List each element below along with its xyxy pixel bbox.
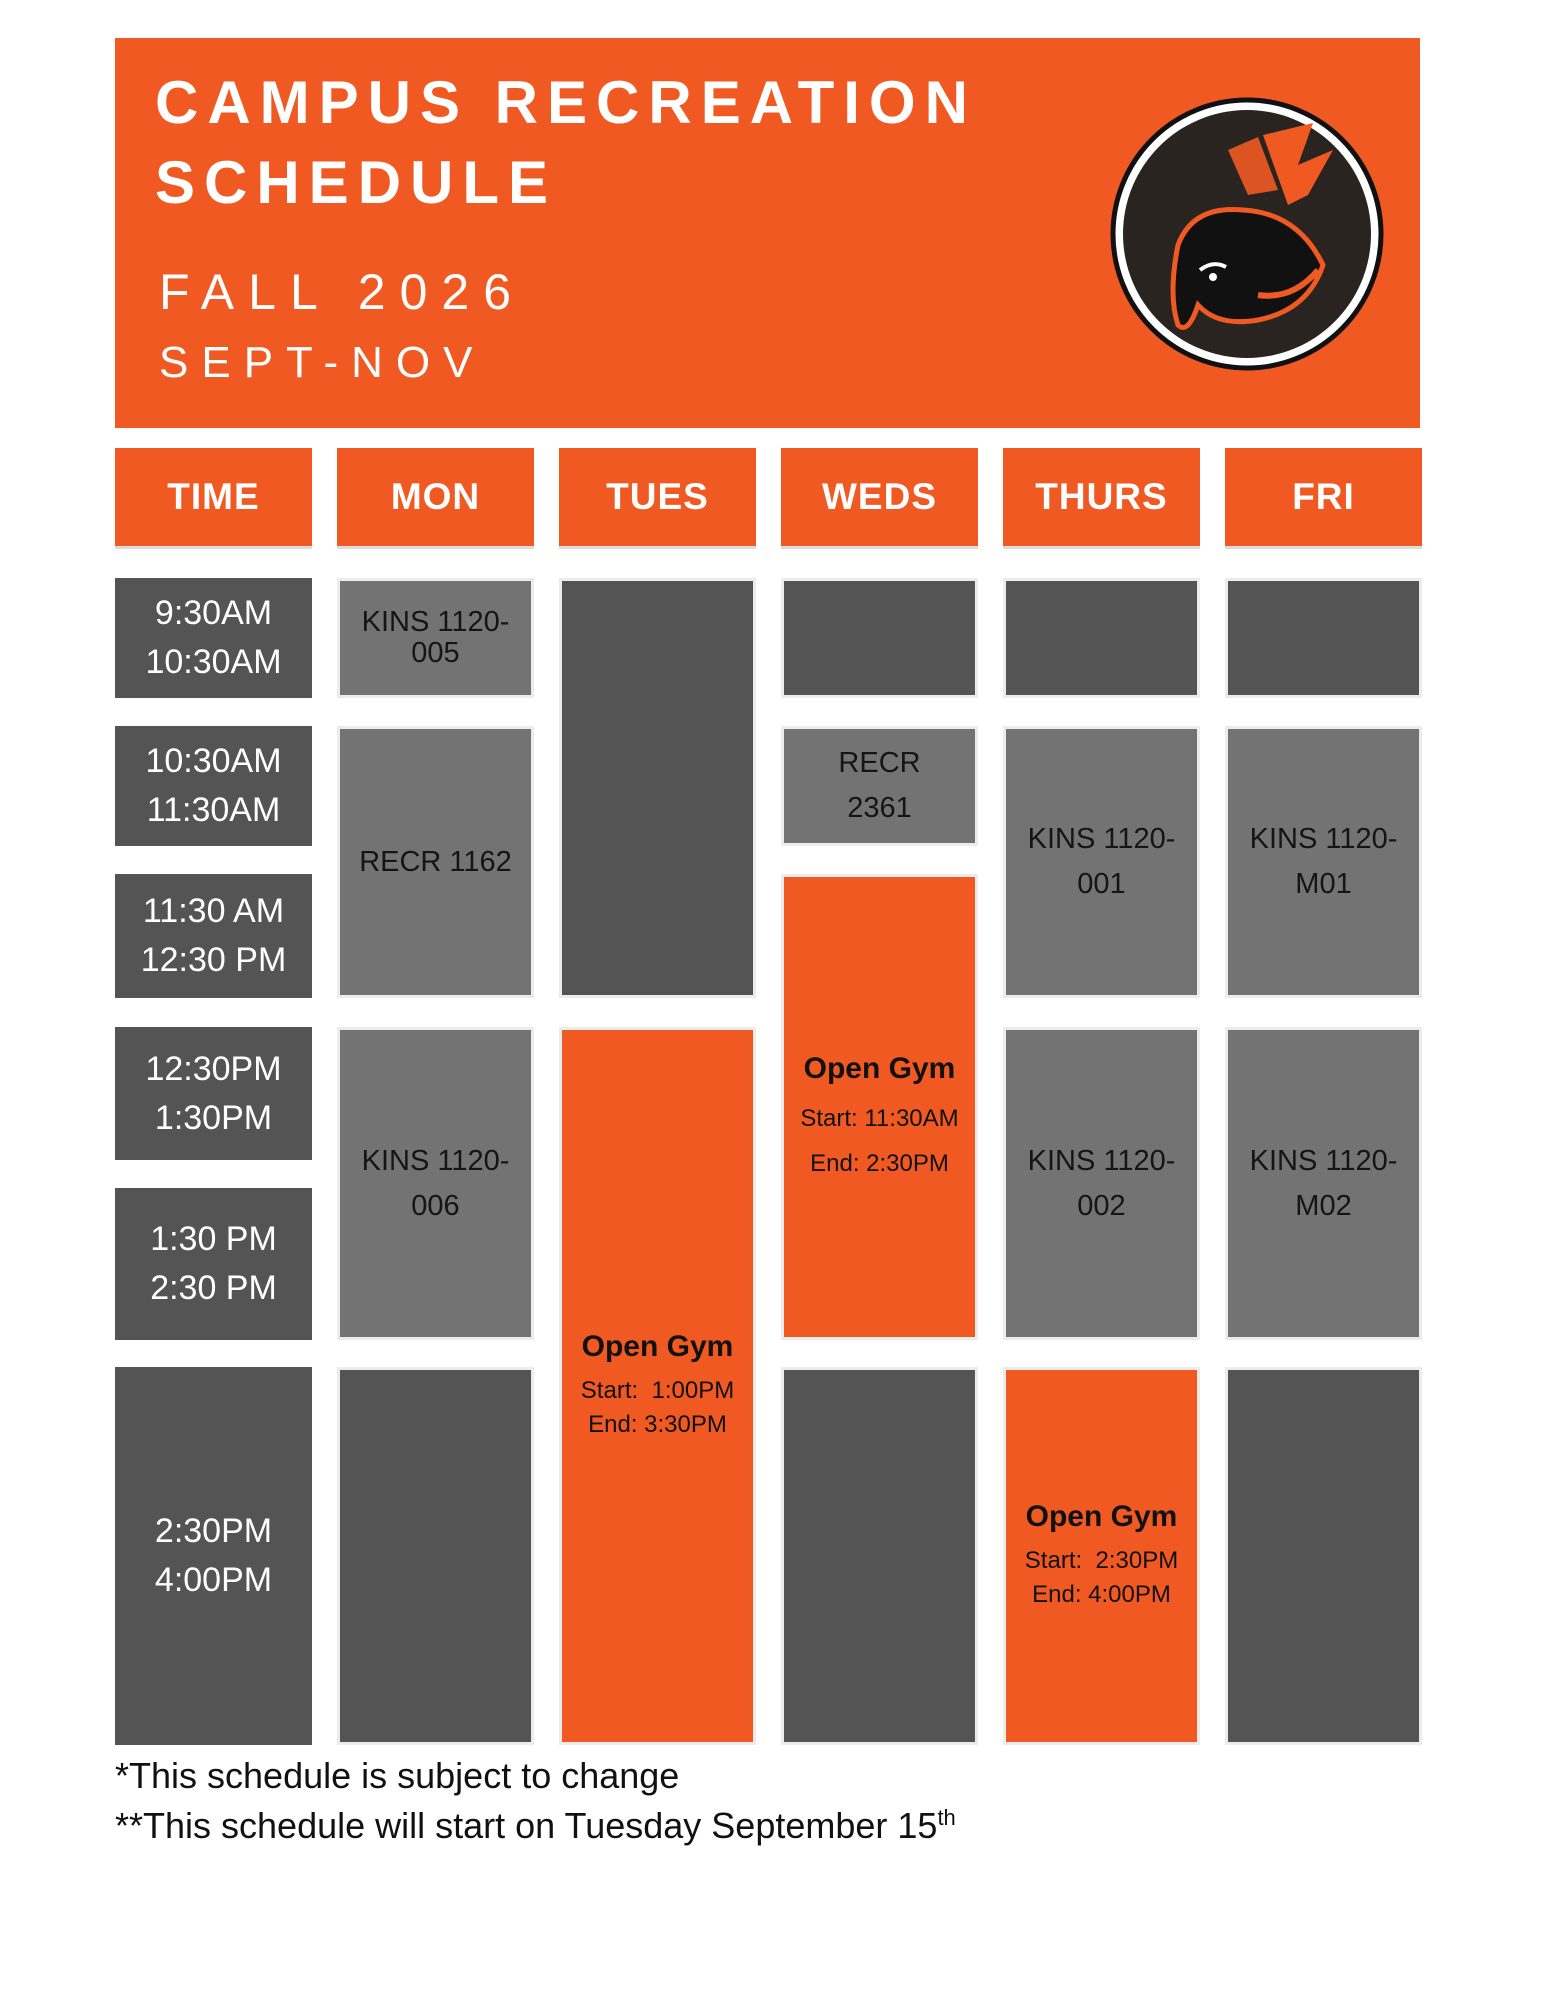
time-slot [115, 1367, 312, 1745]
open-gym-end: End: 4:00PM [1032, 1581, 1171, 1608]
open-gym-block [1003, 1367, 1200, 1745]
empty-block [781, 1367, 978, 1745]
empty-block [781, 578, 978, 698]
time-slot [115, 1027, 312, 1160]
column-header-weds: WEDS [781, 448, 978, 549]
class-section: 2361 [847, 792, 912, 824]
open-gym-start: Start: 1:00PM [580, 1377, 735, 1404]
months-label: SEPT-NOV [159, 338, 486, 387]
column-header-mon: MON [337, 448, 534, 549]
class-section: 002 [1077, 1189, 1126, 1222]
time-end: 11:30AM [146, 791, 281, 829]
class-block [1225, 726, 1422, 998]
time-end: 1:30PM [154, 1098, 273, 1137]
open-gym-block [559, 1027, 756, 1745]
time-slot [115, 726, 312, 846]
time-slot [115, 1188, 312, 1340]
time-end: 10:30AM [145, 643, 282, 681]
time-start: 11:30 AM [142, 892, 285, 930]
empty-block [1003, 578, 1200, 698]
open-gym-title: Open Gym [1025, 1500, 1178, 1533]
footnote-subject-to-change: *This schedule is subject to change [115, 1755, 680, 1796]
header-banner [115, 38, 1420, 428]
class-code: KINS 1120- [361, 1144, 510, 1177]
class-section: 001 [1077, 868, 1126, 900]
class-code: KINS 1120- [1249, 823, 1398, 855]
class-code: KINS 1120- [1249, 1144, 1398, 1177]
time-start: 9:30AM [154, 594, 273, 632]
time-start: 2:30PM [154, 1512, 273, 1550]
time-end: 2:30 PM [150, 1269, 277, 1307]
page-title-line-1: CAMPUS RECREATION [155, 69, 977, 136]
column-header-tues: TUES [559, 448, 756, 549]
class-code: RECR 1162 [359, 845, 512, 878]
footnote-start-date [115, 1805, 956, 1847]
empty-block [337, 1367, 534, 1745]
footnote-start-date-text: **This schedule will start on Tuesday September 15 [115, 1805, 938, 1846]
open-gym-block [781, 874, 978, 1340]
class-block [337, 726, 534, 998]
class-section: M01 [1295, 868, 1352, 900]
open-gym-start: Start: 11:30AM [800, 1105, 959, 1132]
class-block [781, 726, 978, 846]
class-block [1003, 1027, 1200, 1340]
class-section: 005 [411, 637, 460, 669]
class-section: 006 [411, 1189, 460, 1222]
time-start: 10:30AM [145, 742, 282, 780]
open-gym-end: End: 2:30PM [810, 1150, 949, 1177]
column-header-fri: FRI [1225, 448, 1422, 549]
page-title-line-2: SCHEDULE [155, 149, 558, 216]
empty-block [1225, 578, 1422, 698]
column-header-time: TIME [115, 448, 312, 549]
class-block [337, 1027, 534, 1340]
hawk-mascot-logo-icon [1108, 95, 1386, 373]
open-gym-end: End: 3:30PM [588, 1411, 727, 1438]
class-block [1003, 726, 1200, 998]
class-block [1225, 1027, 1422, 1340]
time-slot [115, 874, 312, 998]
open-gym-title: Open Gym [803, 1052, 956, 1085]
time-end: 4:00PM [154, 1561, 273, 1599]
empty-block [559, 578, 756, 998]
time-start: 1:30 PM [150, 1220, 277, 1258]
class-code: KINS 1120- [1027, 823, 1176, 855]
class-code: KINS 1120- [1027, 1144, 1176, 1177]
class-code: RECR [838, 747, 921, 779]
open-gym-title: Open Gym [581, 1330, 734, 1363]
open-gym-start: Start: 2:30PM [1024, 1547, 1179, 1574]
term-label: FALL 2026 [159, 264, 526, 320]
class-code: KINS 1120- [361, 606, 510, 638]
ordinal-suffix: th [937, 1805, 956, 1830]
time-slot [115, 578, 312, 698]
time-start: 12:30PM [145, 1049, 282, 1088]
column-header-thurs: THURS [1003, 448, 1200, 549]
time-end: 12:30 PM [140, 941, 287, 979]
class-section: M02 [1295, 1189, 1352, 1222]
class-block [337, 578, 534, 698]
empty-block [1225, 1367, 1422, 1745]
